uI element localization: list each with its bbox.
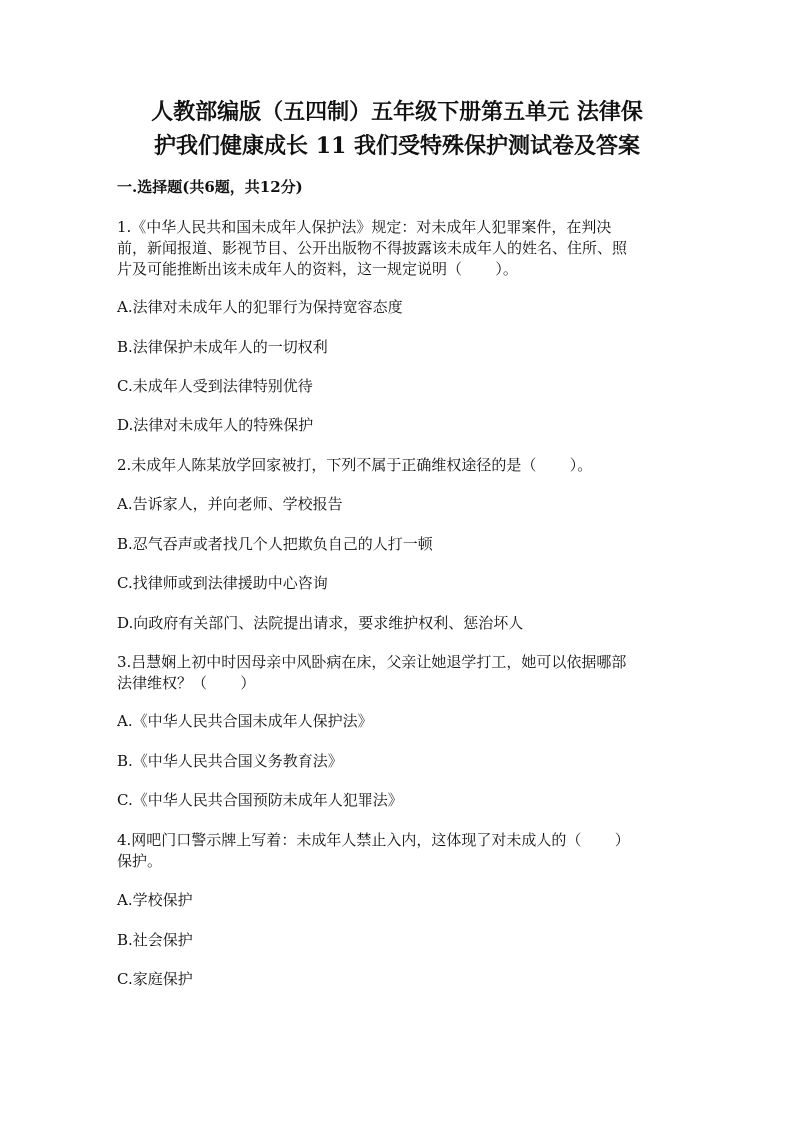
question-2-option-d: D.向政府有关部门、法院提出请求，要求维护权利、惩治坏人 <box>117 614 524 632</box>
question-1-option-c: C.未成年人受到法律特别优待 <box>117 377 313 395</box>
document-title <box>100 95 694 163</box>
question-2-option-c: C.找律师或到法律援助中心咨询 <box>117 574 328 592</box>
question-3-stem-line-2: 法律维权？（ ） <box>117 674 256 692</box>
question-1-option-d: D.法律对未成年人的特殊保护 <box>117 416 314 434</box>
question-1-option-a: A.法律对未成年人的犯罪行为保持宽容态度 <box>117 298 403 316</box>
question-3-option-a: A.《中华人民共合国未成年人保护法》 <box>117 712 373 730</box>
question-1-stem-line-1: 1.《中华人民共和国未成年人保护法》规定：对未成年人犯罪案件，在判决 <box>117 218 612 236</box>
question-3-stem-line-1: 3.吕慧娴上初中时因母亲中风卧病在床，父亲让她退学打工，她可以依据哪部 <box>117 653 627 671</box>
question-4-option-a: A.学校保护 <box>117 891 193 909</box>
question-1-stem-line-2: 前，新闻报道、影视节目、公开出版物不得披露该未成年人的姓名、住所、照 <box>117 239 628 257</box>
question-4-stem-line-1: 4.网吧门口警示牌上写着：未成年人禁止入内，这体现了对未成人的（ ） <box>117 831 630 849</box>
question-3-option-b: B.《中华人民共合国义务教育法》 <box>117 752 343 770</box>
question-1-option-b: B.法律保护未成年人的一切权利 <box>117 338 328 356</box>
question-1-stem-line-3: 片及可能推断出该未成年人的资料，这一规定说明（ ）。 <box>117 260 518 278</box>
question-4-option-b: B.社会保护 <box>117 931 193 949</box>
question-2-option-b: B.忍气吞声或者找几个人把欺负自己的人打一顿 <box>117 535 433 553</box>
question-2-stem-line-1: 2.未成年人陈某放学回家被打，下列不属于正确维权途径的是（ ）。 <box>117 456 593 474</box>
question-4-option-c: C.家庭保护 <box>117 970 193 988</box>
section-heading: 一.选择题(共6题，共12分) <box>117 178 303 196</box>
question-3-option-c: C.《中华人民共合国预防未成年人犯罪法》 <box>117 791 403 809</box>
title-line-1: 人教部编版（五四制）五年级下册第五单元 法律保 <box>151 99 643 125</box>
question-2-option-a: A.告诉家人，并向老师、学校报告 <box>117 495 343 513</box>
title-line-2: 护我们健康成长 11 我们受特殊保护测试卷及答案 <box>154 133 640 159</box>
question-4-stem-line-2: 保护。 <box>117 852 163 870</box>
